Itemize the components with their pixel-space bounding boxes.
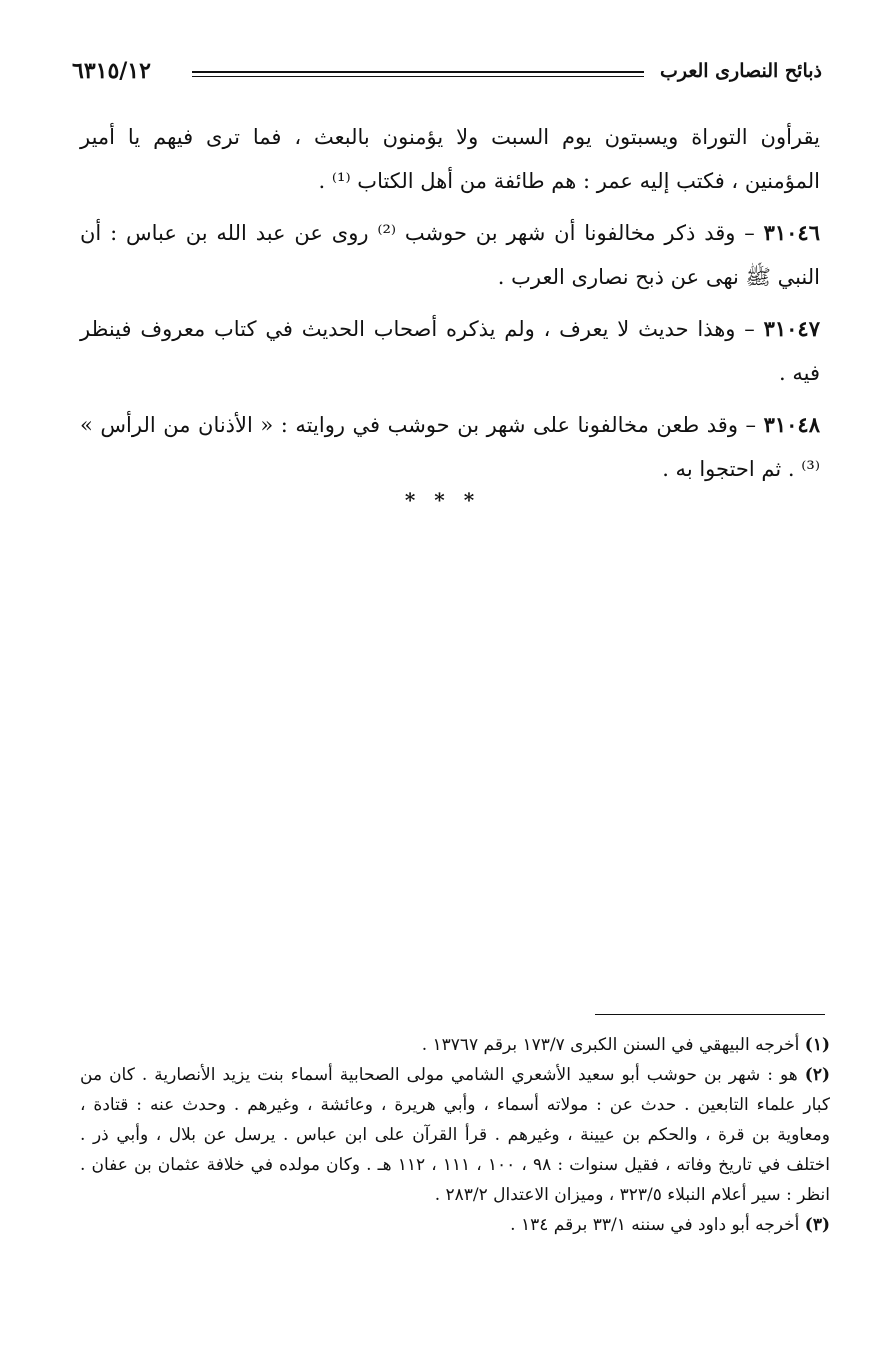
footnotes (80, 1030, 830, 1240)
header-title: ذبائح النصارى العرب (659, 60, 822, 82)
footnote-number: (١) (804, 1035, 830, 1055)
paragraph-number: ٣١٠٤٧ (763, 316, 820, 341)
footnote (80, 1060, 830, 1210)
paragraph-text: – وقد طعن مخالفونا على شهر بن حوشب في روايته : « الأذنان من الرأس » ⁽³⁾ . ثم احتجوا به . (80, 413, 820, 481)
numbered-paragraph (80, 307, 820, 395)
paragraph-number: ٣١٠٤٦ (763, 220, 820, 245)
numbered-paragraph (80, 403, 820, 491)
main-text (80, 115, 820, 499)
footnote (80, 1030, 830, 1060)
footnote-text: هو : شهر بن حوشب أبو سعيد الأشعري الشامي مولى الصحابية أسماء بنت يزيد الأنصارية . كان من كبار علماء التابعين . حدث عن : مولاته أسماء ، وأبي هريرة ، وعائشة ، وغيرهم . وحدث عنه : قتادة ، ومعاوية بن قرة ، والحكم بن عيينة ، وغيرهم . قرأ القرآن على ابن عباس . يرسل عن بلال ، وأبي ذر . اختلف في تاريخ وفاته ، فقيل سنوات : ٩٨ ، ١٠٠ ، ١١١ ، ١١٢ هـ . وكان مولده في خلافة عثمان بن عفان . انظر : سير أعلام النبلاء ٣٢٣/٥ ، وميزان الاعتدال ٢٨٣/٢ . (80, 1065, 831, 1205)
paragraph-number: ٣١٠٤٨ (763, 412, 820, 437)
footnote (80, 1210, 830, 1240)
header-rule (192, 71, 644, 77)
numbered-paragraph (80, 211, 820, 299)
paragraph (80, 115, 820, 203)
paragraph-text: يقرأون التوراة ويسبتون يوم السبت ولا يؤمنون بالبعث ، فما ترى فيهم يا أمير المؤمنين ، فكتب إليه عمر : هم طائفة من أهل الكتاب ⁽¹⁾ . (80, 125, 820, 193)
footnote-text: أخرجه البيهقي في السنن الكبرى ١٧٣/٧ برقم ١٣٧٦٧ . (421, 1035, 800, 1055)
paragraph-text: – وهذا حديث لا يعرف ، ولم يذكره أصحاب الحديث في كتاب معروف فينظر فيه . (80, 317, 820, 385)
section-separator: * * * (404, 488, 481, 512)
footnote-number: (٢) (804, 1065, 830, 1085)
footnote-text: أخرجه أبو داود في سننه ٣٣/١ برقم ١٣٤ . (510, 1215, 800, 1235)
footnote-divider (595, 1014, 825, 1015)
running-header (72, 60, 822, 90)
paragraph-text: – وقد ذكر مخالفونا أن شهر بن حوشب ⁽²⁾ روى عن عبد الله بن عباس : أن النبي ﷺ نهى عن ذبح نصارى العرب . (80, 221, 820, 289)
footnote-number: (٣) (804, 1215, 830, 1235)
page-number: ٦٣١٥/١٢ (72, 58, 151, 84)
